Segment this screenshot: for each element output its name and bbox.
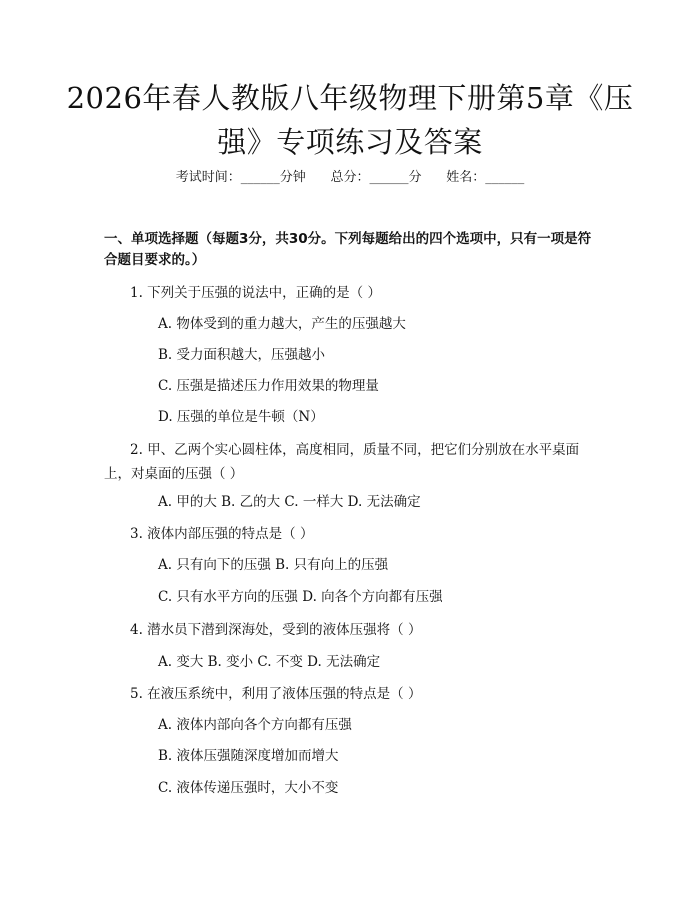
question-stem: 2. 甲、乙两个实心圆柱体，高度相同，质量不同，把它们分别放在水平桌面上，对桌面的压强（ ）	[104, 442, 580, 482]
question-stem: 5. 在液压系统中，利用了液体压强的特点是（ ）	[130, 686, 422, 702]
question-stem: 3. 液体内部压强的特点是（ ）	[130, 526, 314, 542]
exam-info-line: 考试时间：______分钟 总分：______分 姓名：______	[175, 170, 525, 185]
question-stem: 4. 潜水员下潜到深海处，受到的液体压强将（ ）	[130, 622, 422, 638]
question-option: A. 变大 B. 变小 C. 不变 D. 无法确定	[158, 654, 381, 670]
question-option: B. 液体压强随深度增加而增大	[158, 748, 339, 764]
question-stem: 1. 下列关于压强的说法中，正确的是（ ）	[130, 285, 381, 301]
question-option: A. 只有向下的压强 B. 只有向上的压强	[158, 557, 389, 573]
section-heading: 一、单项选择题（每题3分，共30分。下列每题给出的四个选项中，只有一项是符合题目要求的。）	[104, 231, 592, 268]
document-title: 2026年春人教版八年级物理下册第5章《压强》专项练习及答案	[66, 81, 634, 159]
question-option: C. 压强是描述压力作用效果的物理量	[158, 378, 379, 394]
question-option: A. 物体受到的重力越大，产生的压强越大	[158, 316, 406, 332]
question-option: B. 受力面积越大，压强越小	[158, 347, 326, 363]
question-option: D. 压强的单位是牛顿（N）	[158, 409, 324, 425]
question-option: A. 甲的大 B. 乙的大 C. 一样大 D. 无法确定	[158, 494, 421, 510]
question-option: A. 液体内部向各个方向都有压强	[158, 717, 352, 733]
question-option: C. 只有水平方向的压强 D. 向各个方向都有压强	[158, 589, 443, 605]
question-option: C. 液体传递压强时，大小不变	[158, 780, 339, 796]
